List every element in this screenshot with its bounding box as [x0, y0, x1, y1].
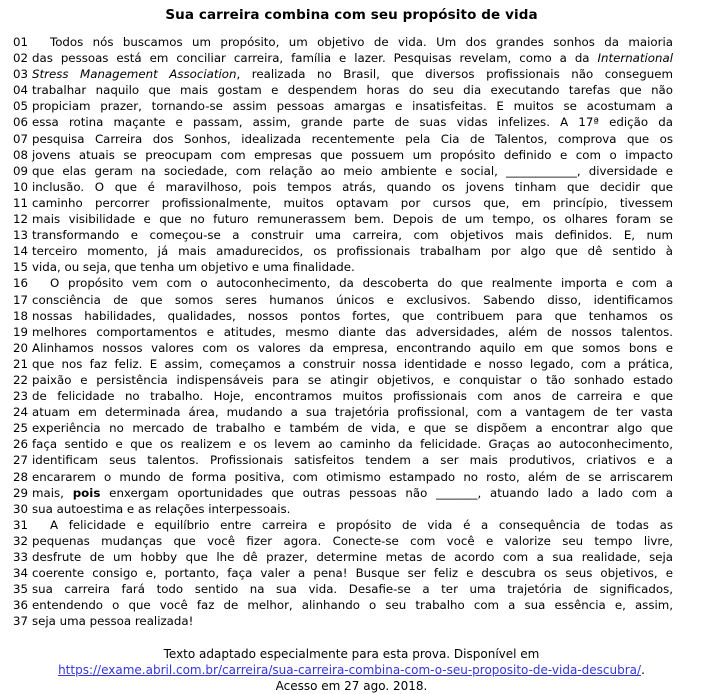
- line-text: [32, 98, 673, 114]
- line-number: 32: [13, 533, 29, 548]
- source-note-prefix: Texto adaptado especialmente para esta prova. Disponível em: [163, 647, 540, 662]
- line-text: [32, 66, 673, 82]
- line-number: 30: [13, 501, 29, 516]
- line-text: [32, 50, 673, 66]
- text-segment: atuam em determinada área, mudando a sua trajetória profissional, com a vantagem de ter vasta: [32, 405, 673, 420]
- italic-segment: International: [597, 51, 673, 66]
- text-segment: experiência no mercado de trabalho e também de vida, e que se dispõem a encontrar algo que: [32, 421, 673, 436]
- text-line: [13, 549, 673, 565]
- line-text: [32, 34, 673, 50]
- text-segment: entendendo o que você faz de melhor, alinhando o seu trabalho com a sua essência e, assim,: [32, 598, 673, 613]
- text-line: [13, 420, 673, 436]
- line-number: 28: [13, 469, 29, 484]
- line-number: 09: [13, 163, 29, 178]
- line-number: 12: [13, 212, 29, 227]
- line-number: 26: [13, 437, 29, 452]
- text-segment: que elas geram na sociedade, com relação ao meio ambiente e social, ____________, diversidade e: [32, 163, 673, 178]
- page-title: Sua carreira combina com seu propósito de vida: [165, 7, 538, 23]
- text-segment: nossas habilidades, qualidades, nossos pontos fortes, que contribuem para que tenhamos os: [32, 308, 673, 323]
- line-number: 37: [13, 614, 29, 629]
- text-segment: consciência de que somos seres humanos únicos e exclusivos. Sabendo disso, identificamos: [32, 292, 673, 307]
- text-line: [13, 372, 673, 388]
- text-segment: sua carreira fará todo sentido na sua vida. Desafie-se a ter uma trajetória de significados,: [32, 582, 673, 597]
- line-text: [32, 404, 673, 420]
- text-line: [13, 82, 673, 98]
- line-number: 03: [13, 67, 29, 82]
- text-line: [13, 292, 673, 308]
- source-link[interactable]: https://exame.abril.com.br/carreira/sua-carreira-combina-com-o-seu-proposito-de-vida-descubra/: [58, 663, 642, 678]
- line-number: 23: [13, 389, 29, 404]
- text-line: [13, 131, 673, 147]
- text-segment: terceiro momento, já mais amadurecidos, os profissionais trabalham por algo que dê sentido à: [32, 244, 673, 259]
- text-body: [0, 34, 703, 629]
- text-line: [13, 324, 673, 340]
- line-number: 13: [13, 228, 29, 243]
- line-number: 19: [13, 324, 29, 339]
- text-line: [13, 179, 673, 195]
- line-text: [32, 308, 673, 324]
- text-segment: jovens atuais se preocupam com empresas que possuem um propósito definido e com o impacto: [32, 147, 673, 162]
- line-text: [32, 613, 673, 629]
- line-number: 10: [13, 179, 29, 194]
- text-line: [13, 147, 673, 163]
- line-number: 11: [13, 195, 29, 210]
- line-number: 14: [13, 244, 29, 259]
- text-line: [13, 275, 673, 291]
- text-line: [13, 613, 673, 629]
- line-number: 18: [13, 308, 29, 323]
- text-segment: Todos nós buscamos um propósito, um objetivo de vida. Um dos grandes sonhos da maioria: [50, 35, 673, 49]
- line-text: [32, 420, 673, 436]
- line-text: [32, 388, 673, 404]
- text-segment: A felicidade e equilíbrio entre carreira e propósito de vida é a consequência de todas as: [50, 517, 673, 532]
- text-line: [13, 388, 673, 404]
- text-segment: paixão e persistência indispensáveis para se atingir objetivos, e conquistar o tão sonhado estado: [32, 372, 673, 387]
- line-number: 02: [13, 51, 29, 66]
- line-text: [32, 243, 673, 259]
- line-number: 29: [13, 485, 29, 500]
- text-segment: transformando e começou-se a construir uma carreira, com objetivos mais definidos. E, num: [32, 228, 673, 243]
- text-line: [13, 485, 673, 501]
- line-number: 17: [13, 292, 29, 307]
- text-segment: O propósito vem com o autoconhecimento, da descoberta do que realmente importa e com a: [50, 276, 673, 291]
- line-text: [32, 356, 673, 372]
- text-segment: faça sentido e que os realizem e os levem ao caminho da felicidade. Graças ao autoconhecimento,: [32, 437, 673, 452]
- text-line: [13, 98, 673, 114]
- line-number: 08: [13, 147, 29, 162]
- text-line: [13, 114, 673, 130]
- text-segment: de felicidade no trabalho. Hoje, encontramos muitos profissionais com anos de carreira e que: [32, 389, 673, 404]
- line-number: 22: [13, 372, 29, 387]
- line-number: 06: [13, 115, 29, 130]
- text-segment: essa rotina maçante e passam, assim, grande parte de suas vidas infelizes. A 17ª edição da: [32, 115, 673, 130]
- line-number: 07: [13, 131, 29, 146]
- line-number: 33: [13, 550, 29, 564]
- text-line: [13, 163, 673, 179]
- text-line: [13, 356, 673, 372]
- text-line: [13, 227, 673, 243]
- line-text: [32, 275, 673, 291]
- text-segment: trabalhar naquilo que mais gostam e despendem horas do seu dia executando tarefas que não: [32, 83, 673, 98]
- line-text: [32, 436, 673, 452]
- line-number: 05: [13, 99, 29, 114]
- line-number: 25: [13, 421, 29, 436]
- text-segment: inclusão. O que é maravilhoso, pois tempos atrás, quando os jovens tinham que decidir que: [32, 179, 673, 194]
- line-text: [32, 597, 673, 613]
- line-text: [32, 469, 673, 485]
- text-segment: caminho percorrer profissionalmente, muitos optavam por cursos que, em princípio, tivessem: [32, 195, 673, 210]
- line-text: [32, 131, 673, 147]
- text-segment: sua autoestima e as relações interpessoais.: [32, 501, 291, 516]
- line-text: [32, 147, 673, 163]
- line-text: [32, 292, 673, 308]
- text-segment: desfrute de um hobby que lhe dê prazer, determine metas de acordo com a sua realidade, seja: [32, 550, 673, 564]
- line-number: 01: [13, 35, 29, 49]
- text-line: [13, 469, 673, 485]
- text-segment: vida, ou seja, que tenha um objetivo e uma finalidade.: [32, 260, 355, 275]
- text-line: [13, 436, 673, 452]
- line-number: 24: [13, 405, 29, 420]
- line-text: [32, 549, 673, 565]
- line-number: 35: [13, 582, 29, 597]
- text-segment: seja uma pessoa realizada!: [32, 614, 194, 629]
- source-note-suffix: . Acesso em 27 ago. 2018.: [275, 663, 645, 694]
- italic-segment: Stress Management Association: [32, 67, 237, 82]
- text-line: [13, 452, 673, 468]
- text-line: [13, 243, 673, 259]
- line-number: 15: [13, 260, 29, 275]
- line-text: [32, 114, 673, 130]
- text-segment: pequenas mudanças que você fizer agora. Conecte-se com você e valorize seu tempo livre,: [32, 533, 673, 548]
- text-line: [13, 211, 673, 227]
- text-line: [13, 533, 673, 549]
- text-line: [13, 517, 673, 533]
- text-segment: Alinhamos nossos valores com os valores da empresa, encontrando aquilo em que somos bons e: [32, 340, 673, 355]
- line-text: [32, 372, 673, 388]
- line-text: [32, 581, 673, 597]
- line-text: [32, 211, 673, 227]
- text-segment: identificam seus talentos. Profissionais satisfeitos tendem a ser mais produtivos, criativos e a: [32, 453, 673, 468]
- line-text: [32, 195, 673, 211]
- line-number: 27: [13, 453, 29, 468]
- text-segment: que nos faz feliz. E assim, começamos a construir nossa identidade e nosso legado, com a prática,: [32, 356, 673, 371]
- text-segment: enxergam oportunidades que outras pessoas não _______, atuando lado a lado com a: [100, 485, 673, 500]
- text-line: [13, 259, 673, 275]
- text-segment: encararem o mundo de forma positiva, com otimismo estampado no rosto, além de se arriscarem: [32, 469, 673, 484]
- line-text: [32, 227, 673, 243]
- line-text: [32, 259, 673, 275]
- line-number: 21: [13, 356, 29, 371]
- line-text: [32, 485, 673, 501]
- text-line: [13, 195, 673, 211]
- text-segment: pesquisa Carreira dos Sonhos, idealizada recentemente pela Cia de Talentos, comprova que os: [32, 131, 673, 146]
- line-text: [32, 163, 673, 179]
- line-text: [32, 565, 673, 581]
- line-number: 34: [13, 566, 29, 581]
- line-text: [32, 517, 673, 533]
- text-line: [13, 597, 673, 613]
- line-text: [32, 179, 673, 195]
- line-text: [32, 452, 673, 468]
- line-text: [32, 501, 673, 517]
- text-line: [13, 50, 673, 66]
- text-line: [13, 34, 673, 50]
- line-text: [32, 324, 673, 340]
- line-number: 36: [13, 598, 29, 613]
- line-number: 31: [13, 517, 29, 532]
- text-segment: mais visibilidade e que no futuro remunerassem bem. Depois de um tempo, os olhares foram se: [32, 212, 673, 227]
- text-segment: mais,: [32, 485, 73, 500]
- text-segment: , realizada no Brasil, que diversos profissionais não conseguem: [236, 67, 673, 82]
- line-number: 20: [13, 340, 29, 355]
- bold-segment: pois: [72, 485, 101, 500]
- line-text: [32, 82, 673, 98]
- line-number: 16: [13, 276, 29, 291]
- text-line: [13, 404, 673, 420]
- text-segment: das pessoas está em conciliar carreira, família e lazer. Pesquisas revelam, como a da: [32, 51, 598, 66]
- text-segment: melhores comportamentos e atitudes, mesmo diante das adversidades, além de nossos talentos.: [32, 324, 673, 339]
- line-text: [32, 533, 673, 549]
- source-note: [50, 646, 654, 694]
- text-line: [13, 340, 673, 356]
- text-segment: propiciam prazer, tornando-se assim pessoas amargas e insatisfeitas. E muitos se acostumam a: [32, 99, 673, 114]
- line-number: 04: [13, 83, 29, 98]
- text-segment: coerente consigo e, portanto, faça valer a pena! Busque ser feliz e descubra os seus objetivos, e: [32, 566, 673, 581]
- text-line: [13, 581, 673, 597]
- text-line: [13, 66, 673, 82]
- text-line: [13, 308, 673, 324]
- text-line: [13, 501, 673, 517]
- line-text: [32, 340, 673, 356]
- text-line: [13, 565, 673, 581]
